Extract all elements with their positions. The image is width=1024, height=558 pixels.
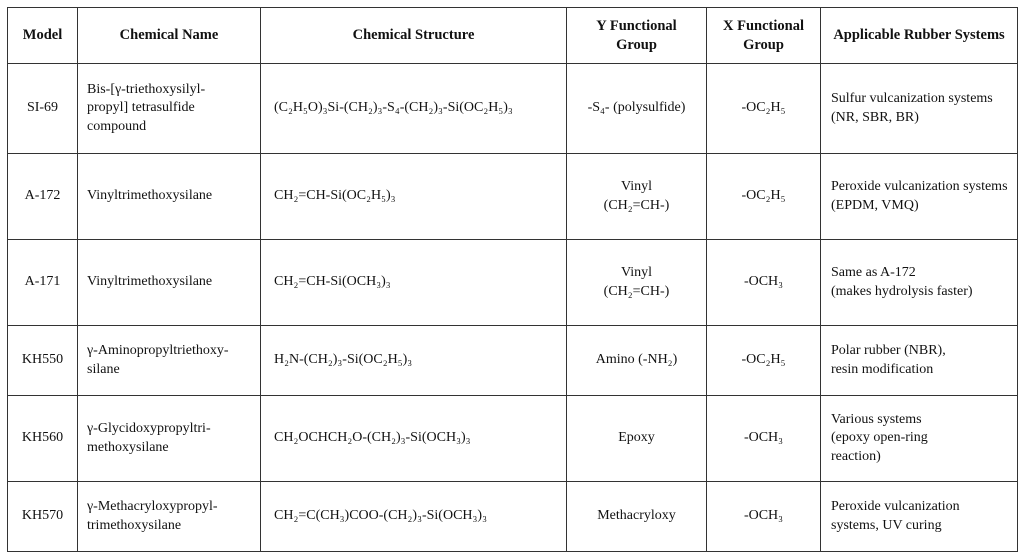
model-cell: KH550: [8, 326, 78, 396]
chemical-name-cell: [78, 64, 261, 154]
y-functional-group-cell: [567, 396, 707, 482]
applicable-line: Same as A-172: [831, 265, 916, 281]
header-chemical-structure: Chemical Structure: [261, 8, 567, 64]
applicable-line: Sulfur vulcanization systems: [831, 91, 993, 107]
chemical-structure-cell: CH₂=CH-Si(OCH₃)₃: [261, 240, 567, 326]
header-chemical-name: Chemical Name: [78, 8, 261, 64]
x-functional-group-cell: -OCH₃: [707, 240, 821, 326]
y-group-line: (CH₂=CH-): [603, 283, 670, 299]
chemical-name-cell: [78, 326, 261, 396]
applicable-line: (makes hydrolysis faster): [831, 283, 973, 299]
x-functional-group-cell: -OC₂H₅: [707, 326, 821, 396]
table-row: [8, 240, 1018, 326]
chemical-structure-cell: CH₂OCHCH₂O-(CH₂)₃-Si(OCH₃)₃: [261, 396, 567, 482]
applicable-systems-cell: [821, 326, 1018, 396]
name-line: silane: [87, 361, 120, 377]
y-functional-group-cell: [567, 154, 707, 240]
applicable-line: systems, UV curing: [831, 517, 942, 533]
name-line: compound: [87, 118, 147, 134]
y-functional-group-cell: [567, 482, 707, 552]
applicable-line: (NR, SBR, BR): [831, 109, 919, 125]
chemical-name-cell: [78, 240, 261, 326]
name-line: propyl] tetrasulfide: [87, 100, 195, 116]
x-functional-group-cell: -OCH₃: [707, 396, 821, 482]
model-cell: A-172: [8, 154, 78, 240]
y-group-line: -S₄- (polysulfide): [587, 100, 686, 116]
applicable-line: (epoxy open-ring: [831, 430, 928, 446]
applicable-line: reaction): [831, 448, 881, 464]
y-functional-group-cell: [567, 64, 707, 154]
y-functional-group-cell: [567, 326, 707, 396]
applicable-line: Various systems: [831, 412, 922, 428]
y-group-line: Vinyl: [620, 179, 653, 195]
y-functional-group-cell: [567, 240, 707, 326]
name-line: Bis-[γ-triethoxysilyl-: [87, 82, 206, 98]
header-y-line-2: Group: [616, 36, 657, 53]
chemical-name-cell: [78, 154, 261, 240]
model-cell: SI-69: [8, 64, 78, 154]
chemical-structure-cell: H₂N-(CH₂)₃-Si(OC₂H₅)₃: [261, 326, 567, 396]
header-applicable-rubber-systems: Applicable Rubber Systems: [821, 8, 1018, 64]
name-line: γ-Methacryloxypropyl-: [87, 499, 218, 515]
header-x-line-2: Group: [743, 36, 784, 53]
y-group-line: Epoxy: [618, 430, 655, 446]
applicable-line: Peroxide vulcanization: [831, 499, 960, 515]
chemical-name-cell: [78, 482, 261, 552]
header-x-functional-group: [707, 8, 821, 64]
table-row: [8, 64, 1018, 154]
y-group-line: (CH₂=CH-): [603, 197, 670, 213]
applicable-line: resin modification: [831, 361, 934, 377]
applicable-line: Peroxide vulcanization systems: [831, 179, 1008, 195]
x-functional-group-cell: -OCH₃: [707, 482, 821, 552]
x-functional-group-cell: -OC₂H₅: [707, 154, 821, 240]
header-model: Model: [8, 8, 78, 64]
model-cell: KH570: [8, 482, 78, 552]
model-cell: A-171: [8, 240, 78, 326]
name-line: trimethoxysilane: [87, 517, 182, 533]
y-group-line: Methacryloxy: [597, 508, 676, 524]
name-line: Vinyltrimethoxysilane: [87, 274, 213, 290]
header-x-line-1: X Functional: [723, 17, 804, 34]
x-functional-group-cell: -OC₂H₅: [707, 64, 821, 154]
applicable-line: (EPDM, VMQ): [831, 197, 919, 213]
applicable-systems-cell: [821, 154, 1018, 240]
chemical-structure-cell: CH₂=CH-Si(OC₂H₅)₃: [261, 154, 567, 240]
y-group-line: Vinyl: [620, 265, 653, 281]
table-row: [8, 154, 1018, 240]
name-line: methoxysilane: [87, 439, 169, 455]
applicable-line: Polar rubber (NBR),: [831, 343, 946, 359]
applicable-systems-cell: [821, 482, 1018, 552]
chemical-structure-cell: (C₂H₅O)₃Si-(CH₂)₃-S₄-(CH₂)₃-Si(OC₂H₅)₃: [261, 64, 567, 154]
applicable-systems-cell: [821, 396, 1018, 482]
y-group-line: Amino (-NH₂): [595, 352, 678, 368]
applicable-systems-cell: [821, 240, 1018, 326]
chemical-structure-cell: CH₂=C(CH₃)COO-(CH₂)₃-Si(OCH₃)₃: [261, 482, 567, 552]
chemical-name-cell: [78, 396, 261, 482]
model-cell: KH560: [8, 396, 78, 482]
name-line: Vinyltrimethoxysilane: [87, 188, 213, 204]
name-line: γ-Aminopropyltriethoxy-: [87, 343, 229, 359]
header-y-functional-group: [567, 8, 707, 64]
header-row: [8, 8, 1018, 64]
silane-coupling-agent-table: [7, 7, 1018, 552]
header-y-line-1: Y Functional: [596, 17, 677, 34]
applicable-systems-cell: [821, 64, 1018, 154]
table-row: [8, 482, 1018, 552]
table-row: [8, 396, 1018, 482]
table-row: [8, 326, 1018, 396]
name-line: γ-Glycidoxypropyltri-: [87, 421, 211, 437]
